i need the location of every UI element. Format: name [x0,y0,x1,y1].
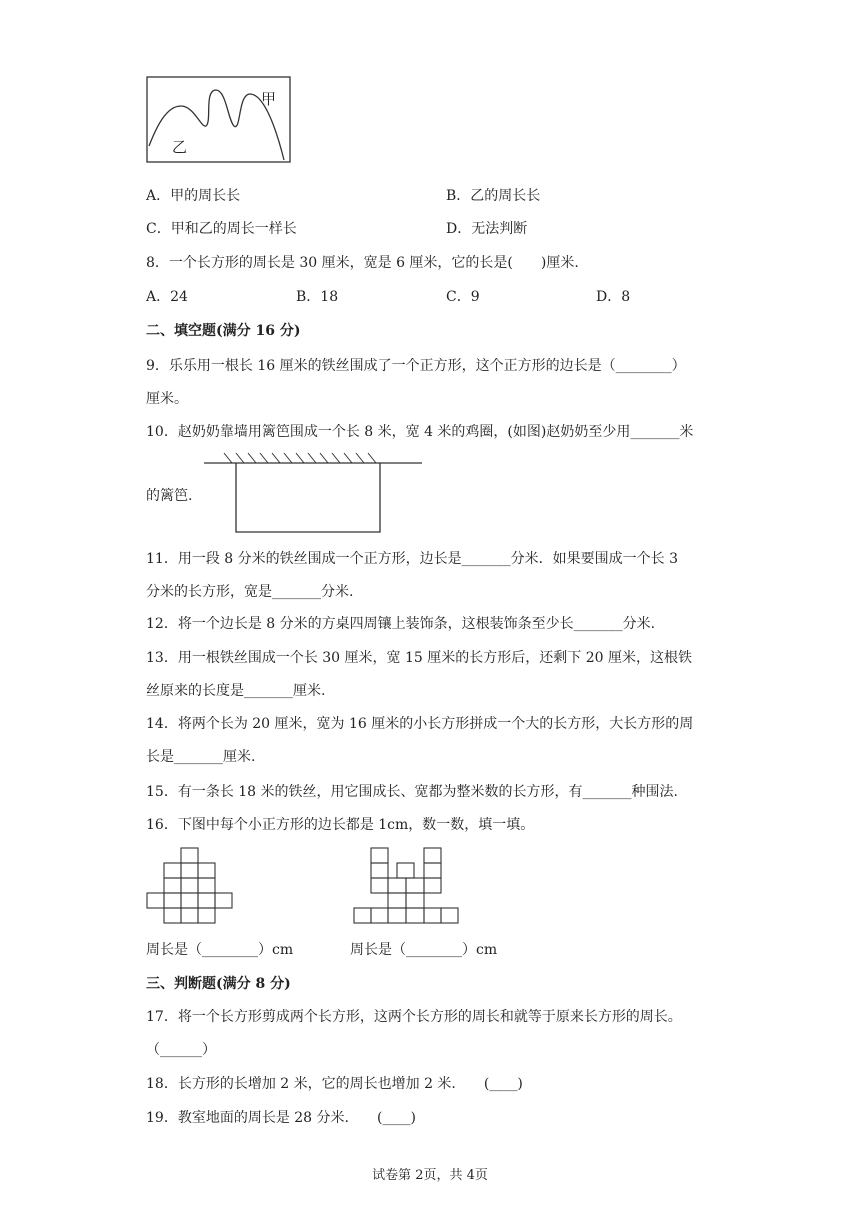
wall-hatching [224,453,376,463]
q14-line2: 长是_______厘米. [146,749,256,765]
q7-option-b: B．乙的周长长 [446,188,541,204]
q16-answer2: 周长是（________）cm [350,942,498,958]
q8-option-c: C．9 [446,289,480,305]
q7-option-a: A．甲的周长长 [146,188,241,204]
q18-text: 18．长方形的长增加 2 米，它的周长也增加 2 米. (____) [146,1076,523,1092]
chicken-coop-figure [204,448,426,536]
q16-text: 16．下图中每个小正方形的边长都是 1cm，数一数，填一填。 [146,817,535,833]
q19-text: 19．教室地面的周长是 28 分米. (____) [146,1110,416,1126]
fence-outline [236,463,380,532]
label-jia: 甲 [261,90,277,108]
q11-line2: 分米的长方形，宽是_______分米. [146,584,354,600]
grid-figure-1 [146,846,238,926]
q10-line2: 的篱笆. [146,488,193,504]
section2-title: 二、填空题(满分 16 分) [146,323,301,339]
q9-line1: 9．乐乐用一根长 16 厘米的铁丝围成了一个正方形，这个正方形的边长是（________） [146,358,686,374]
grid-figure-2 [352,846,464,926]
q17-line1: 17．将一个长方形剪成两个长方形，这两个长方形的周长和就等于原来长方形的周长。 [146,1009,682,1025]
q14-line1: 14．将两个长为 20 厘米，宽为 16 厘米的小长方形拼成一个大的长方形，大长方形的周 [146,716,694,732]
q16-answer1: 周长是（________）cm [146,942,294,958]
q13-line1: 13．用一根铁丝围成一个长 30 厘米，宽 15 厘米的长方形后，还剩下 20 厘米，这根铁 [146,650,692,666]
q11-line1: 11．用一段 8 分米的铁丝围成一个正方形，边长是_______分米．如果要围成一个长 3 [146,551,678,567]
q7-option-d: D．无法判断 [446,221,528,237]
q7-option-c: C．甲和乙的周长一样长 [146,221,297,237]
section3-title: 三、判断题(满分 8 分) [146,976,291,992]
label-yi: 乙 [172,138,188,156]
q12-text: 12．将一个边长是 8 分米的方桌四周镶上装饰条，这根装饰条至少长_______分米. [146,616,656,632]
q13-line2: 丝原来的长度是_______厘米. [146,683,326,699]
q8-option-d: D．8 [596,289,631,305]
shape-comparison-figure [146,76,292,164]
q8-option-b: B．18 [296,289,339,305]
q9-line2: 厘米。 [146,391,188,407]
q8-text: 8．一个长方形的周长是 30 厘米，宽是 6 厘米，它的长是( )厘米. [146,255,579,271]
q17-line2: （______） [146,1042,216,1058]
q8-option-a: A．24 [146,289,188,305]
q10-line1: 10．赵奶奶靠墙用篱笆围成一个长 8 米，宽 4 米的鸡圈，(如图)赵奶奶至少用_______米 [146,424,694,440]
page-footer: 试卷第 2页，共 4页 [372,1168,488,1183]
q15-text: 15．有一条长 18 米的铁丝，用它围成长、宽都为整米数的长方形，有_______种围法. [146,784,678,800]
